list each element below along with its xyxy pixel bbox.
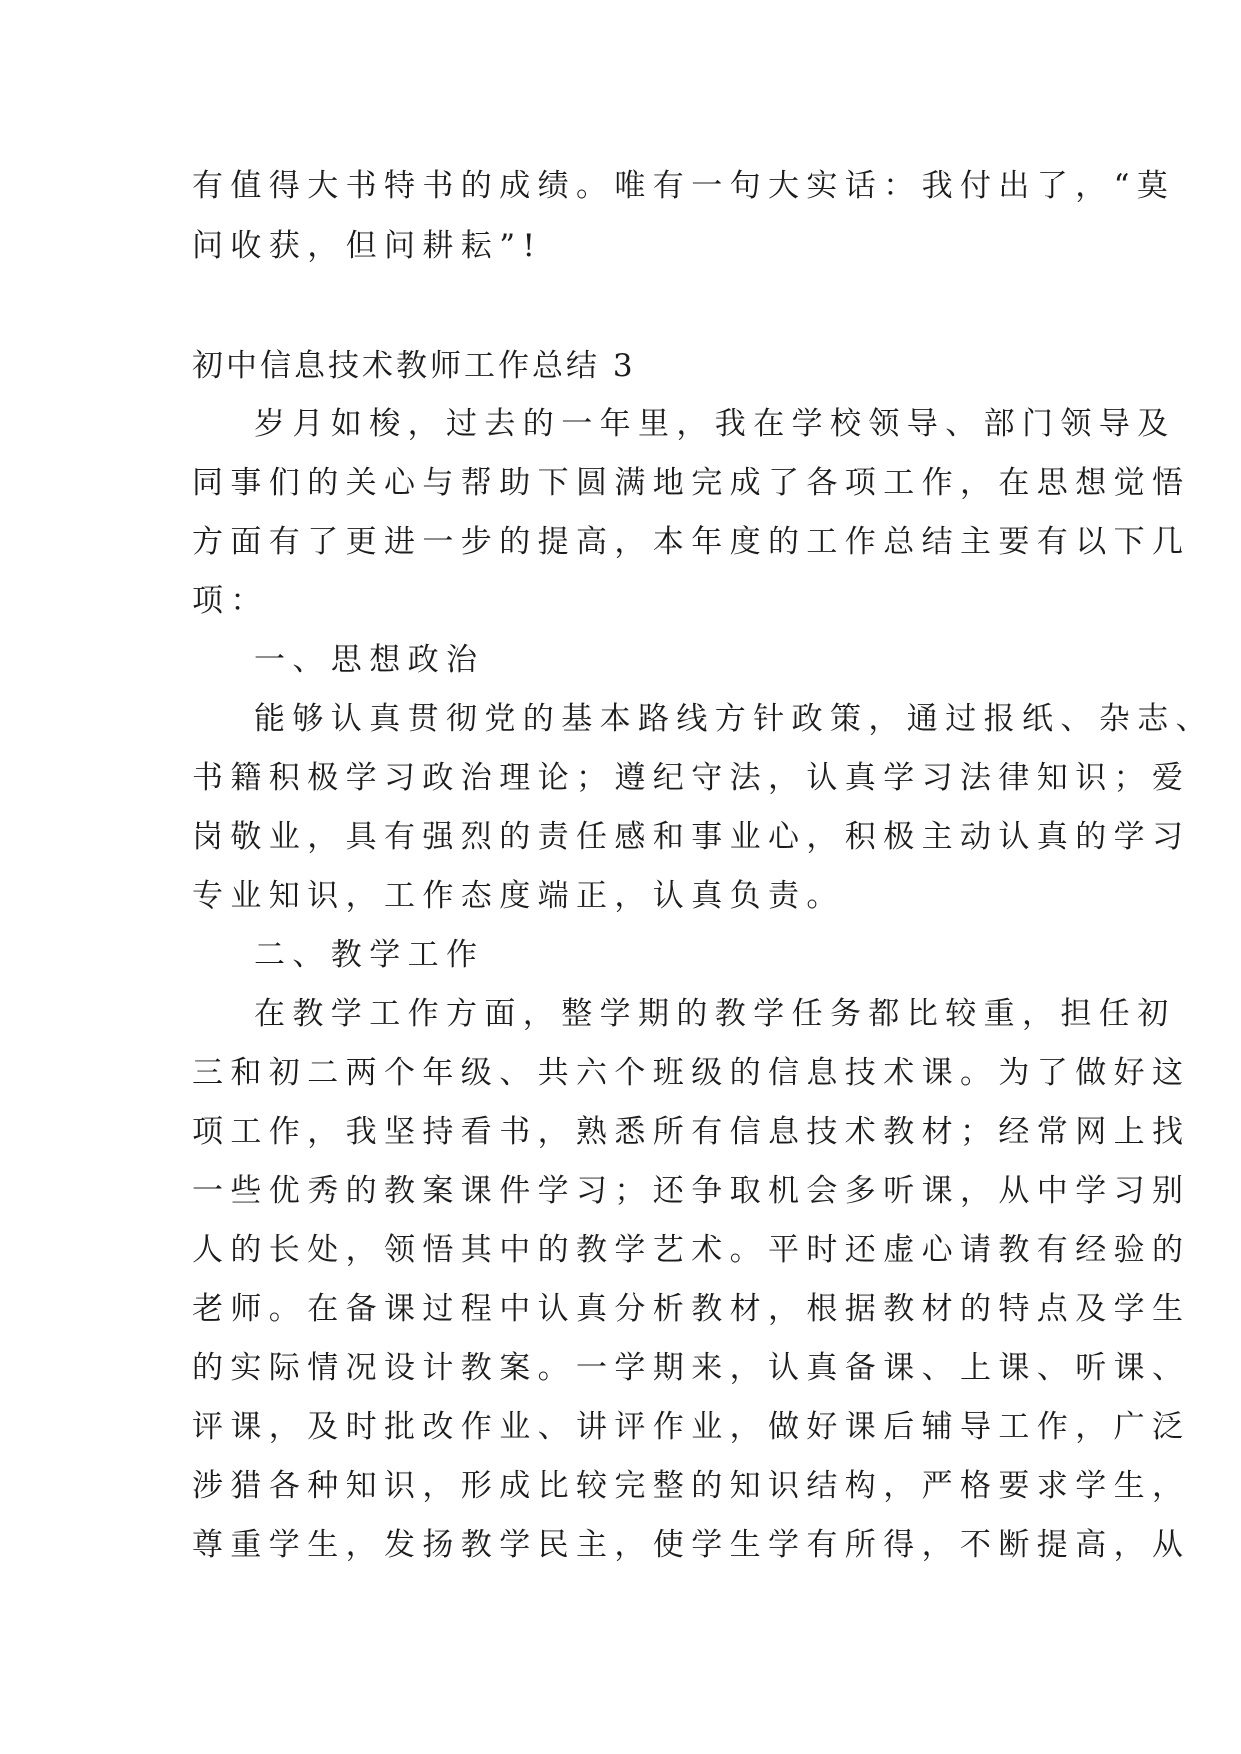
paragraph-line: 专业知识，工作态度端正，认真负责。 [192,878,845,914]
paragraph-line: 评课，及时批改作业、讲评作业，做好课后辅导工作，广泛 [192,1409,1191,1445]
section-title: 初中信息技术教师工作总结 3 [192,348,636,384]
paragraph-line: 方面有了更进一步的提高，本年度的工作总结主要有以下几 [192,524,1191,560]
paragraph-line: 一些优秀的教案课件学习；还争取机会多听课，从中学习别 [192,1173,1191,1209]
paragraph-line: 问收获，但问耕耘”! [192,228,543,264]
paragraph-line: 岁月如梭，过去的一年里，我在学校领导、部门领导及 [254,406,1176,442]
paragraph-line: 能够认真贯彻党的基本路线方针政策，通过报纸、杂志、 [254,701,1214,737]
paragraph-line: 项工作，我坚持看书，熟悉所有信息技术教材；经常网上找 [192,1114,1191,1150]
paragraph-line: 同事们的关心与帮助下圆满地完成了各项工作，在思想觉悟 [192,465,1191,501]
paragraph-line: 项： [192,583,269,619]
paragraph-line: 书籍积极学习政治理论；遵纪守法，认真学习法律知识；爱 [192,760,1191,796]
heading-teaching: 二、教学工作 [254,937,485,973]
paragraph-line: 老师。在备课过程中认真分析教材，根据教材的特点及学生 [192,1291,1191,1327]
paragraph-line: 人的长处，领悟其中的教学艺术。平时还虚心请教有经验的 [192,1232,1191,1268]
heading-politics: 一、思想政治 [254,642,485,678]
paragraph-line: 在教学工作方面，整学期的教学任务都比较重，担任初 [254,996,1176,1032]
paragraph-line: 涉猎各种知识，形成比较完整的知识结构，严格要求学生， [192,1468,1191,1504]
paragraph-line: 三和初二两个年级、共六个班级的信息技术课。为了做好这 [192,1055,1191,1091]
paragraph-line: 岗敬业，具有强烈的责任感和事业心，积极主动认真的学习 [192,819,1191,855]
paragraph-line: 有值得大书特书的成绩。唯有一句大实话：我付出了，“莫 [192,168,1176,204]
paragraph-line: 尊重学生，发扬教学民主，使学生学有所得，不断提高，从 [192,1527,1191,1563]
paragraph-line: 的实际情况设计教案。一学期来，认真备课、上课、听课、 [192,1350,1191,1386]
